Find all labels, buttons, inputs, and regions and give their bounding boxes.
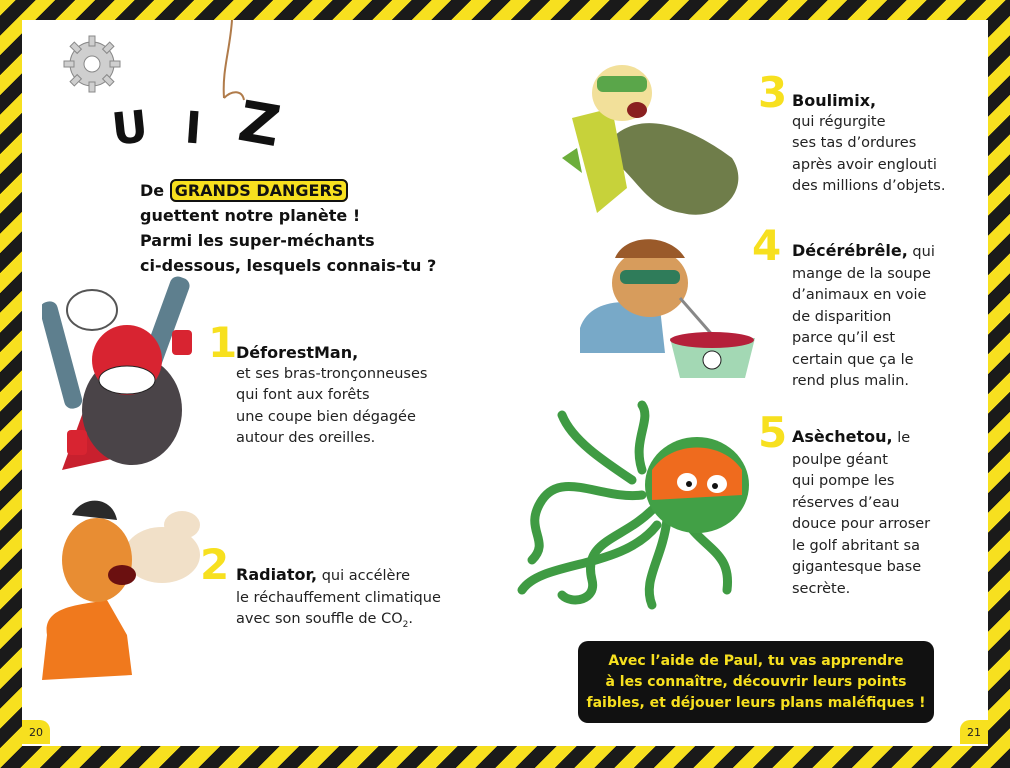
villain-number: 4 [752, 221, 782, 270]
villain-line: qui régurgite [792, 113, 886, 130]
villain-number: 3 [758, 68, 788, 117]
subscript: 2 [402, 619, 409, 630]
villain-line: qui accélère [317, 568, 411, 584]
villain-line: qui font aux forêts [236, 387, 370, 403]
intro-line: ci-dessous, lesquels connais-tu ? [140, 256, 437, 275]
page-number-left: 20 [22, 720, 50, 744]
decerebrele-illustration [570, 228, 765, 388]
boulimix-illustration [552, 48, 762, 223]
villain-line: une coupe bien dégagée [236, 408, 416, 425]
villain-line: des millions d’objets. [792, 178, 946, 194]
intro-line: guettent notre planète ! [140, 206, 361, 225]
villain-number: 2 [200, 540, 230, 589]
villain-line: certain que ça le [792, 351, 914, 368]
intro-text [140, 178, 460, 278]
villain-line: le réchauffement climatique [236, 589, 441, 606]
villain-line: . [408, 611, 413, 627]
book-spread [22, 20, 988, 746]
villain-3-description [792, 90, 945, 198]
gear-icon [62, 34, 122, 94]
villain-line: qui pompe les [792, 473, 895, 489]
deforestman-illustration [42, 270, 217, 485]
intro-highlight: GRANDS DANGERS [170, 179, 349, 202]
villain-name: Asèchetou, [792, 427, 893, 446]
asechetou-illustration [502, 400, 752, 615]
villain-line: parce qu’il est [792, 330, 896, 346]
quiz-title [109, 88, 301, 161]
villain-line: mange de la soupe [792, 265, 931, 282]
villain-number: 1 [208, 318, 238, 367]
cta-line: Avec l’aide de Paul, tu vas apprendre [608, 652, 904, 669]
villain-line: qui [907, 244, 935, 260]
villain-line: de disparition [792, 308, 892, 325]
villain-line: d’animaux en voie [792, 287, 927, 303]
villain-line: réserves d’eau [792, 494, 900, 511]
quiz-letter: Z [233, 88, 285, 161]
villain-line: le golf abritant sa [792, 537, 920, 554]
radiator-illustration [32, 495, 207, 695]
villain-1-description [236, 342, 427, 450]
page-number-right: 21 [960, 720, 988, 744]
intro-prefix: De [140, 181, 165, 200]
villain-line: et ses bras-tronçonneuses [236, 365, 428, 382]
villain-name: Décérébrêle, [792, 241, 908, 260]
villain-name: DéforestMan, [236, 343, 359, 362]
villain-line: ses tas d’ordures [792, 135, 917, 151]
villain-5-description [792, 426, 930, 600]
cta-line: à les connaître, découvrir leurs points [605, 673, 907, 690]
villain-line: poulpe géant [792, 451, 888, 468]
villain-line: autour des oreilles. [236, 430, 376, 446]
villain-name: Boulimix, [792, 91, 877, 110]
villain-line: douce pour arroser [792, 516, 931, 532]
villain-line: avec son souffle de CO [236, 611, 403, 627]
call-to-action-box [578, 641, 934, 723]
villain-name: Radiator, [236, 565, 318, 584]
villain-number: 5 [758, 408, 788, 457]
intro-line: Parmi les super-méchants [140, 231, 375, 250]
villain-line: après avoir englouti [792, 156, 937, 173]
villain-line: rend plus malin. [792, 373, 910, 389]
villain-line: gigantesque base [792, 559, 922, 575]
villain-4-description [792, 240, 935, 393]
quiz-letter: I [183, 102, 204, 155]
villain-2-description [236, 564, 441, 636]
cta-line: faibles, et déjouer leurs plans maléfiques ! [586, 694, 926, 711]
villain-line: secrète. [792, 580, 851, 597]
quiz-letter: U [109, 101, 151, 156]
villain-line: le [892, 430, 911, 446]
